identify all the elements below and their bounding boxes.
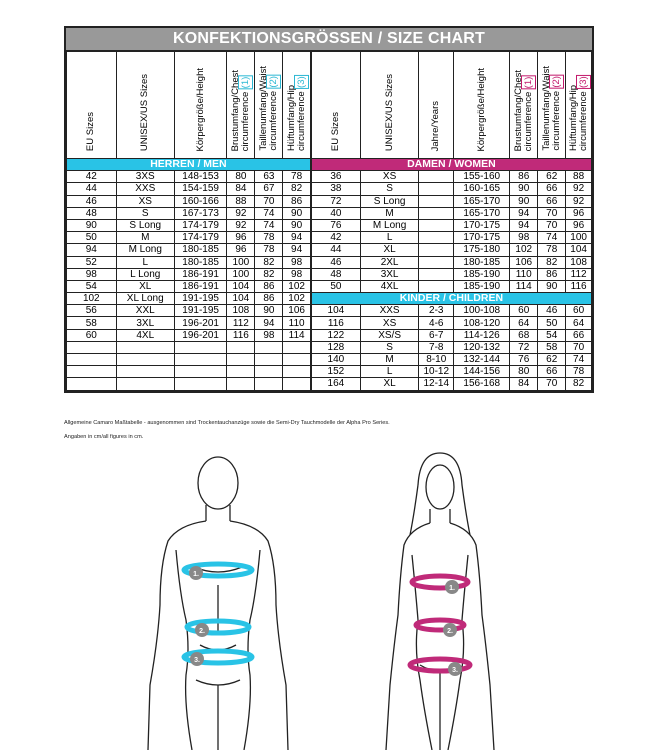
table-row	[67, 219, 592, 231]
table-cell	[255, 366, 283, 378]
table-cell: 86	[538, 268, 566, 280]
column-header: Brustumfang/Chest circumference (1)	[510, 52, 538, 159]
column-header: UNISEX/US Sizes	[116, 52, 174, 159]
table-cell	[174, 366, 227, 378]
table-cell: S Long	[116, 219, 174, 231]
table-cell: 70	[255, 195, 283, 207]
table-cell: 74	[255, 207, 283, 219]
table-cell: 167-173	[174, 207, 227, 219]
table-cell	[174, 354, 227, 366]
marker-3-female: 3.	[452, 667, 458, 674]
table-row	[67, 256, 592, 268]
table-cell: 160-166	[174, 195, 227, 207]
table-cell: 70	[538, 207, 566, 219]
table-cell: 70	[538, 378, 566, 390]
table-cell: 80	[227, 171, 255, 183]
table-cell: 92	[566, 195, 592, 207]
table-cell: XS	[360, 171, 418, 183]
table-cell: 106	[283, 305, 311, 317]
table-cell	[419, 183, 454, 195]
table-cell	[174, 378, 227, 390]
table-cell: 100	[227, 256, 255, 268]
table-cell: 62	[538, 171, 566, 183]
table-cell: 8-10	[419, 354, 454, 366]
table-cell: 50	[311, 280, 361, 292]
column-header: Taillenumfang/Waist circumference (2)	[255, 52, 283, 159]
table-cell: 191-195	[174, 305, 227, 317]
table-cell: M Long	[116, 244, 174, 256]
table-cell: 94	[67, 244, 117, 256]
table-cell: 66	[566, 329, 592, 341]
body-measurement-figures	[0, 445, 650, 750]
table-cell: 78	[566, 366, 592, 378]
table-cell: 148-153	[174, 171, 227, 183]
table-cell: 114-126	[454, 329, 510, 341]
table-row	[67, 195, 592, 207]
table-cell: 96	[566, 207, 592, 219]
table-cell: 132-144	[454, 354, 510, 366]
table-cell: 106	[510, 256, 538, 268]
section-men: HERREN / MEN	[67, 159, 311, 171]
table-cell: 74	[255, 219, 283, 231]
table-cell: 70	[538, 219, 566, 231]
header-row	[67, 52, 592, 159]
table-cell: 88	[227, 195, 255, 207]
table-cell: 50	[67, 232, 117, 244]
table-cell: 140	[311, 354, 361, 366]
table-cell: 98	[67, 268, 117, 280]
table-cell: 63	[255, 171, 283, 183]
table-cell: 52	[67, 256, 117, 268]
table-cell: 174-179	[174, 232, 227, 244]
table-cell	[227, 378, 255, 390]
table-cell: S	[360, 341, 418, 353]
marker-3-male: 3.	[194, 657, 200, 664]
table-cell: 156-168	[454, 378, 510, 390]
table-cell: 98	[510, 232, 538, 244]
table-cell: 48	[311, 268, 361, 280]
table-cell: S	[360, 183, 418, 195]
table-cell: 48	[67, 207, 117, 219]
table-cell	[255, 354, 283, 366]
table-cell: 44	[311, 244, 361, 256]
table-cell: 100-108	[454, 305, 510, 317]
table-cell: 66	[538, 366, 566, 378]
table-cell	[116, 354, 174, 366]
table-cell: 72	[311, 195, 361, 207]
table-cell: 108-120	[454, 317, 510, 329]
table-cell: 60	[566, 305, 592, 317]
table-cell: 114	[510, 280, 538, 292]
table-cell: 72	[510, 341, 538, 353]
table-cell: 120-132	[454, 341, 510, 353]
table-cell: 54	[67, 280, 117, 292]
table-cell: XL	[116, 280, 174, 292]
table-cell: 78	[255, 232, 283, 244]
table-cell: XS	[116, 195, 174, 207]
column-header: EU Sizes	[311, 52, 361, 159]
table-cell: 3XS	[116, 171, 174, 183]
table-cell: 164	[311, 378, 361, 390]
table-cell: 104	[227, 280, 255, 292]
table-cell: 46	[311, 256, 361, 268]
table-cell: 102	[283, 280, 311, 292]
column-header: Körpergröße/Height	[174, 52, 227, 159]
marker-1-male: 1.	[193, 571, 199, 578]
table-cell	[419, 171, 454, 183]
table-cell: 116	[311, 317, 361, 329]
size-table	[66, 51, 592, 391]
table-cell: S	[116, 207, 174, 219]
table-cell: 144-156	[454, 366, 510, 378]
table-cell: 42	[67, 171, 117, 183]
table-cell	[255, 378, 283, 390]
table-cell: 70	[566, 341, 592, 353]
table-cell: 174-179	[174, 219, 227, 231]
column-header: Hüftumfang/Hip circumference (3)	[566, 52, 592, 159]
table-cell: 180-185	[174, 256, 227, 268]
table-cell: 46	[538, 305, 566, 317]
table-cell: 96	[566, 219, 592, 231]
table-cell: 108	[227, 305, 255, 317]
table-cell: 185-190	[454, 268, 510, 280]
table-cell	[419, 195, 454, 207]
table-cell: 86	[255, 280, 283, 292]
table-cell: 38	[311, 183, 361, 195]
table-cell: 98	[255, 329, 283, 341]
column-header: EU Sizes	[67, 52, 117, 159]
column-header: Jahre/Years	[419, 52, 454, 159]
column-header: Körpergröße/Height	[454, 52, 510, 159]
table-cell: 90	[510, 195, 538, 207]
table-cell: 100	[227, 268, 255, 280]
table-row	[67, 159, 592, 171]
table-cell: 4XL	[116, 329, 174, 341]
table-cell: 114	[283, 329, 311, 341]
table-cell: M	[360, 207, 418, 219]
table-cell: 62	[538, 354, 566, 366]
table-cell	[116, 341, 174, 353]
table-row	[67, 317, 592, 329]
table-cell: 191-195	[174, 293, 227, 305]
table-cell	[67, 378, 117, 390]
section-children: KINDER / CHILDREN	[311, 293, 592, 305]
table-cell	[283, 366, 311, 378]
table-cell: 102	[67, 293, 117, 305]
table-cell: 90	[538, 280, 566, 292]
table-cell: 102	[283, 293, 311, 305]
table-cell: 68	[510, 329, 538, 341]
table-cell: XS	[360, 317, 418, 329]
table-cell: 78	[538, 244, 566, 256]
table-cell: 90	[283, 207, 311, 219]
marker-2-male: 2.	[199, 628, 205, 635]
table-cell: 60	[510, 305, 538, 317]
table-cell: XS/S	[360, 329, 418, 341]
table-cell: 94	[283, 232, 311, 244]
table-cell: 96	[227, 244, 255, 256]
table-cell	[283, 354, 311, 366]
table-cell: 110	[510, 268, 538, 280]
table-cell: 165-170	[454, 207, 510, 219]
table-cell	[67, 366, 117, 378]
table-cell: 122	[311, 329, 361, 341]
table-cell: XL	[360, 244, 418, 256]
table-cell	[116, 366, 174, 378]
table-row	[67, 341, 592, 353]
table-cell: 74	[566, 354, 592, 366]
table-cell: 112	[566, 268, 592, 280]
table-cell: 84	[227, 183, 255, 195]
table-cell: 2-3	[419, 305, 454, 317]
table-cell	[227, 366, 255, 378]
table-row	[67, 183, 592, 195]
table-row	[67, 366, 592, 378]
table-cell: 175-180	[454, 244, 510, 256]
table-row	[67, 171, 592, 183]
table-cell: 96	[227, 232, 255, 244]
table-cell: 44	[67, 183, 117, 195]
table-cell: 100	[566, 232, 592, 244]
table-cell: 102	[510, 244, 538, 256]
male-figure	[148, 457, 288, 750]
table-cell: L	[360, 232, 418, 244]
table-body	[67, 159, 592, 391]
table-cell: 94	[283, 244, 311, 256]
marker-2-female: 2.	[447, 628, 453, 635]
table-cell: 170-175	[454, 219, 510, 231]
table-cell: M Long	[360, 219, 418, 231]
table-cell: 66	[538, 195, 566, 207]
table-row	[67, 329, 592, 341]
table-cell: L Long	[116, 268, 174, 280]
table-row	[67, 244, 592, 256]
table-cell: 40	[311, 207, 361, 219]
table-cell: 64	[566, 317, 592, 329]
table-cell: XXS	[360, 305, 418, 317]
table-row	[67, 232, 592, 244]
table-cell	[227, 354, 255, 366]
table-cell: 180-185	[454, 256, 510, 268]
table-cell: 80	[510, 366, 538, 378]
female-bands	[410, 576, 470, 671]
table-cell: M	[360, 354, 418, 366]
table-cell: 92	[227, 219, 255, 231]
table-row	[67, 293, 592, 305]
table-cell: 2XL	[360, 256, 418, 268]
table-cell: XL Long	[116, 293, 174, 305]
table-cell	[419, 219, 454, 231]
table-cell	[255, 341, 283, 353]
table-cell: L	[116, 256, 174, 268]
table-cell: 94	[510, 219, 538, 231]
table-cell: 155-160	[454, 171, 510, 183]
column-header: Hüftumfang/Hip circumference (3)	[283, 52, 311, 159]
table-cell: 60	[67, 329, 117, 341]
table-cell: 196-201	[174, 317, 227, 329]
table-row	[67, 207, 592, 219]
table-cell: 94	[510, 207, 538, 219]
table-cell: 160-165	[454, 183, 510, 195]
table-cell: 165-170	[454, 195, 510, 207]
table-cell	[283, 378, 311, 390]
table-cell: 90	[283, 219, 311, 231]
table-cell: 94	[255, 317, 283, 329]
table-cell: 186-191	[174, 268, 227, 280]
table-cell	[419, 244, 454, 256]
table-cell: 104	[566, 244, 592, 256]
table-cell: 76	[311, 219, 361, 231]
column-header: Taillenumfang/Waist circumference (2)	[538, 52, 566, 159]
table-cell: 86	[255, 293, 283, 305]
table-cell: 186-191	[174, 280, 227, 292]
table-cell: 58	[67, 317, 117, 329]
table-cell: 116	[227, 329, 255, 341]
table-cell: 78	[255, 244, 283, 256]
table-cell: 196-201	[174, 329, 227, 341]
table-row	[67, 268, 592, 280]
column-header: UNISEX/US Sizes	[360, 52, 418, 159]
table-cell: L	[360, 366, 418, 378]
table-cell: 82	[538, 256, 566, 268]
table-cell: 86	[283, 195, 311, 207]
table-cell: 104	[227, 293, 255, 305]
table-cell: 66	[538, 183, 566, 195]
table-cell: 128	[311, 341, 361, 353]
female-figure	[386, 453, 494, 750]
table-cell: 116	[566, 280, 592, 292]
table-cell: 42	[311, 232, 361, 244]
table-cell: S Long	[360, 195, 418, 207]
table-cell: 74	[538, 232, 566, 244]
table-cell: 154-159	[174, 183, 227, 195]
table-cell: 3XL	[360, 268, 418, 280]
table-cell: 50	[538, 317, 566, 329]
table-cell	[174, 341, 227, 353]
table-cell: 82	[566, 378, 592, 390]
table-cell: 98	[283, 256, 311, 268]
table-cell: 6-7	[419, 329, 454, 341]
table-cell: 46	[67, 195, 117, 207]
table-cell	[283, 341, 311, 353]
table-cell: 82	[255, 256, 283, 268]
table-cell	[67, 341, 117, 353]
section-women: DAMEN / WOMEN	[311, 159, 592, 171]
table-cell: 56	[67, 305, 117, 317]
table-cell	[67, 354, 117, 366]
table-cell: XL	[360, 378, 418, 390]
table-cell: 152	[311, 366, 361, 378]
table-cell: 180-185	[174, 244, 227, 256]
table-cell: 82	[255, 268, 283, 280]
table-cell: 104	[311, 305, 361, 317]
table-cell: 84	[510, 378, 538, 390]
table-cell: 110	[283, 317, 311, 329]
table-cell: 4XL	[360, 280, 418, 292]
size-chart	[64, 26, 594, 393]
table-cell: XXL	[116, 305, 174, 317]
table-cell: 67	[255, 183, 283, 195]
table-cell	[419, 207, 454, 219]
table-cell: 58	[538, 341, 566, 353]
table-row	[67, 354, 592, 366]
table-cell: 78	[283, 171, 311, 183]
table-row	[67, 305, 592, 317]
table-cell: 36	[311, 171, 361, 183]
table-cell	[419, 256, 454, 268]
marker-1-female: 1.	[449, 585, 455, 592]
table-cell	[419, 232, 454, 244]
table-cell	[419, 280, 454, 292]
table-row	[67, 378, 592, 390]
table-cell	[116, 378, 174, 390]
chart-title: KONFEKTIONSGRÖSSEN / SIZE CHART	[66, 28, 592, 51]
table-cell: 82	[283, 183, 311, 195]
table-row	[67, 280, 592, 292]
note-units: Angaben in cm/all figures in cm.	[64, 434, 144, 440]
table-cell: 90	[67, 219, 117, 231]
note-general: Allgemeine Camaro Maßtabelle - ausgenommen sind Trockentauchanzüge sowie die Semi-Dry Tauchmodelle der Alpha Pro Series.	[64, 420, 390, 426]
table-cell: 170-175	[454, 232, 510, 244]
table-cell	[227, 341, 255, 353]
table-cell: M	[116, 232, 174, 244]
table-cell: 10-12	[419, 366, 454, 378]
table-cell: 92	[566, 183, 592, 195]
table-cell: 90	[510, 183, 538, 195]
table-cell: 76	[510, 354, 538, 366]
table-cell: 185-190	[454, 280, 510, 292]
table-cell	[419, 268, 454, 280]
table-cell: 7-8	[419, 341, 454, 353]
table-cell: 12-14	[419, 378, 454, 390]
table-cell: 54	[538, 329, 566, 341]
table-cell: 92	[227, 207, 255, 219]
table-cell: 88	[566, 171, 592, 183]
table-cell: 90	[255, 305, 283, 317]
table-cell: 3XL	[116, 317, 174, 329]
table-cell: 108	[566, 256, 592, 268]
table-cell: 64	[510, 317, 538, 329]
table-cell: 4-6	[419, 317, 454, 329]
table-cell: 112	[227, 317, 255, 329]
column-header: Brustumfang/Chest circumference (1)	[227, 52, 255, 159]
table-cell: 86	[510, 171, 538, 183]
table-cell: 98	[283, 268, 311, 280]
table-cell: XXS	[116, 183, 174, 195]
